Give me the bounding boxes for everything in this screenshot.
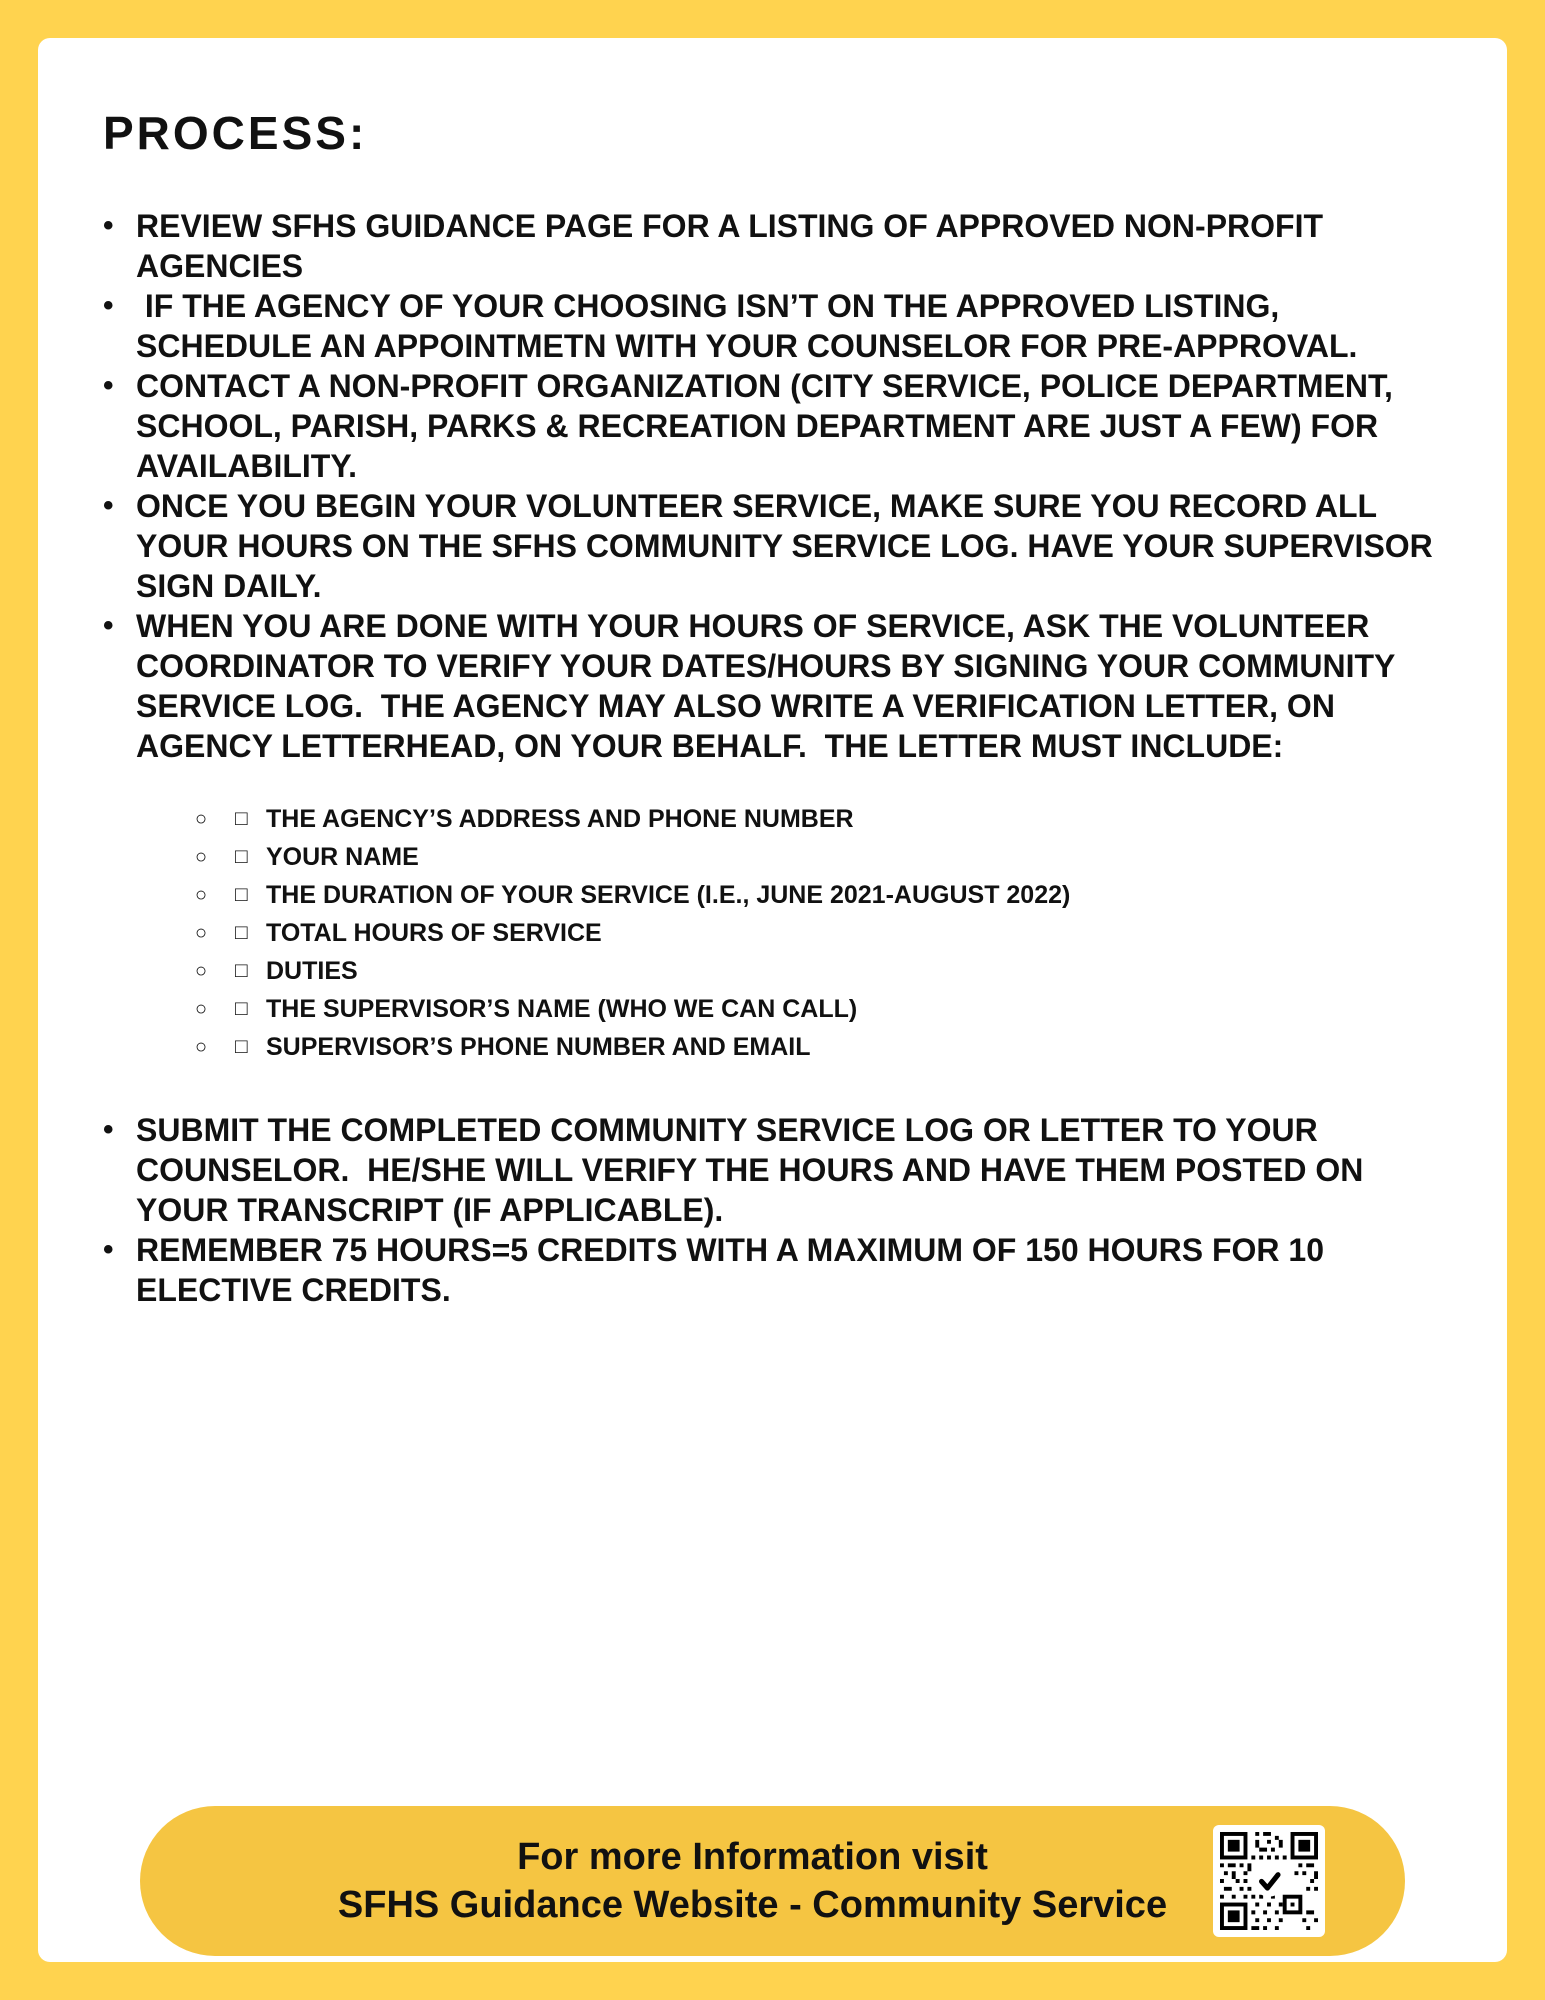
- process-step-text: REVIEW SFHS GUIDANCE PAGE FOR A LISTING OF APPROVED NON-PROFIT AGENCIES: [136, 208, 1331, 284]
- process-step: [103, 1110, 1447, 1230]
- letter-requirement: [195, 1028, 1447, 1066]
- circle-bullet-icon: ○: [195, 808, 208, 830]
- process-step: [103, 1230, 1447, 1310]
- letter-requirement: [195, 800, 1447, 838]
- circle-bullet-icon: ○: [195, 846, 208, 868]
- letter-requirement-text: YOUR NAME: [266, 843, 419, 871]
- content-sheet: [38, 38, 1507, 1962]
- bullet-dot-icon: •: [103, 1233, 114, 1266]
- circle-bullet-icon: ○: [195, 1036, 208, 1058]
- qr-code: [1213, 1825, 1325, 1937]
- checkbox-glyph-icon: □: [235, 997, 248, 1020]
- letter-requirement-text: SUPERVISOR’S PHONE NUMBER AND EMAIL: [266, 1033, 811, 1061]
- letter-requirement: [195, 914, 1447, 952]
- letter-requirement-text: DUTIES: [266, 957, 358, 985]
- footer-text: [338, 1833, 1167, 1929]
- process-step-text: SUBMIT THE COMPLETED COMMUNITY SERVICE LOG OR LETTER TO YOUR COUNSELOR. HE/SHE WILL VERIFY THE HOURS AND HAVE THEM POSTED ON YOUR TRANSCRIPT (IF APPLICABLE).: [136, 1112, 1372, 1228]
- circle-bullet-icon: ○: [195, 998, 208, 1020]
- process-step: [103, 286, 1447, 366]
- checkbox-glyph-icon: □: [235, 845, 248, 868]
- letter-requirement: [195, 952, 1447, 990]
- page-title: PROCESS:: [103, 107, 368, 159]
- letter-requirement-text: THE SUPERVISOR’S NAME (WHO WE CAN CALL): [266, 995, 858, 1023]
- bullet-dot-icon: •: [103, 209, 114, 242]
- checkbox-glyph-icon: □: [235, 807, 248, 830]
- letter-requirement: [195, 876, 1447, 914]
- letter-requirement-text: THE AGENCY’S ADDRESS AND PHONE NUMBER: [266, 805, 854, 833]
- checkbox-glyph-icon: □: [235, 959, 248, 982]
- process-step-text: REMEMBER 75 HOURS=5 CREDITS WITH A MAXIMUM OF 150 HOURS FOR 10 ELECTIVE CREDITS.: [136, 1232, 1333, 1308]
- letter-requirement: [195, 838, 1447, 876]
- letter-requirements-list: [195, 800, 1447, 1066]
- checkbox-glyph-icon: □: [235, 921, 248, 944]
- process-step-text: ONCE YOU BEGIN YOUR VOLUNTEER SERVICE, MAKE SURE YOU RECORD ALL YOUR HOURS ON THE SFHS COMMUNITY SERVICE LOG. HAVE YOUR SUPERVISOR SIGN DAILY.: [136, 488, 1442, 604]
- process-step: [103, 206, 1447, 286]
- process-step: [103, 366, 1447, 486]
- letter-requirement-text: TOTAL HOURS OF SERVICE: [266, 919, 602, 947]
- bullet-dot-icon: •: [103, 289, 114, 322]
- bullet-dot-icon: •: [103, 609, 114, 642]
- footer-banner: [140, 1806, 1405, 1956]
- process-step: [103, 606, 1447, 766]
- circle-bullet-icon: ○: [195, 922, 208, 944]
- process-step-text: WHEN YOU ARE DONE WITH YOUR HOURS OF SERVICE, ASK THE VOLUNTEER COORDINATOR TO VERIFY YOUR DATES/HOURS BY SIGNING YOUR COMMUNITY SERVICE LOG. THE AGENCY MAY ALSO WRITE A VERIFICATION LETTER, ON AGENCY LETTERHEAD, ON YOUR BEHALF. THE LETTER MUST INCLUDE:: [136, 608, 1404, 764]
- process-step: [103, 486, 1447, 606]
- process-step-text: CONTACT A NON-PROFIT ORGANIZATION (CITY SERVICE, POLICE DEPARTMENT, SCHOOL, PARISH, PARKS & RECREATION DEPARTMENT ARE JUST A FEW) FOR AVAILABILITY.: [136, 368, 1402, 484]
- letter-requirement: [195, 990, 1447, 1028]
- letter-requirement-text: THE DURATION OF YOUR SERVICE (I.E., JUNE 2021-AUGUST 2022): [266, 881, 1071, 909]
- bullet-dot-icon: •: [103, 489, 114, 522]
- process-steps-list-bottom: [103, 1110, 1447, 1310]
- process-steps-list: [103, 206, 1447, 766]
- footer-line1: For more Information visit: [517, 1836, 988, 1878]
- process-step-text: IF THE AGENCY OF YOUR CHOOSING ISN’T ON THE APPROVED LISTING, SCHEDULE AN APPOINTMETN WITH YOUR COUNSELOR FOR PRE-APPROVAL.: [136, 288, 1358, 364]
- bullet-dot-icon: •: [103, 1113, 114, 1146]
- checkbox-glyph-icon: □: [235, 1035, 248, 1058]
- checkbox-glyph-icon: □: [235, 883, 248, 906]
- footer-line2: SFHS Guidance Website - Community Service: [337, 1884, 1168, 1926]
- circle-bullet-icon: ○: [195, 960, 208, 982]
- bullet-dot-icon: •: [103, 369, 114, 402]
- circle-bullet-icon: ○: [195, 884, 208, 906]
